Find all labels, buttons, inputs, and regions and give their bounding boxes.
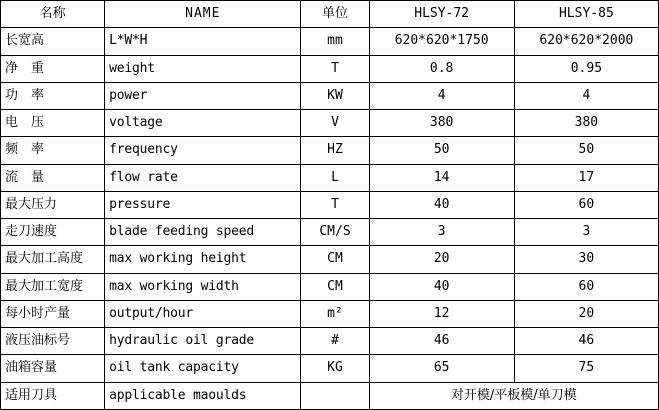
row-value-model-1: 4 (369, 82, 514, 109)
row-value-model-2: 620*620*2000 (514, 28, 658, 55)
row-value-model-1: 40 (369, 191, 514, 218)
row-unit: KG (301, 355, 369, 382)
table-row (1, 191, 659, 218)
row-value-model-1: 3 (369, 219, 514, 246)
row-name-en: pressure (105, 191, 301, 218)
row-name-cn: 每小时产量 (1, 300, 105, 327)
row-name-cn: 功 率 (1, 82, 105, 109)
row-name-cn: 流 量 (1, 164, 105, 191)
row-value-model-2: 3 (514, 219, 658, 246)
row-value-model-2: 30 (514, 246, 658, 273)
row-unit: # (301, 328, 369, 355)
row-name-cn: 电 压 (1, 110, 105, 137)
row-unit: HZ (301, 137, 369, 164)
row-name-cn: 净 重 (1, 55, 105, 82)
row-value-model-1: 14 (369, 164, 514, 191)
row-name-cn: 液压油标号 (1, 328, 105, 355)
row-name-en: max working width (105, 273, 301, 300)
row-unit: T (301, 55, 369, 82)
row-name-en: L*W*H (105, 28, 301, 55)
table-header-row (1, 1, 659, 28)
header-name-en: NAME (105, 1, 301, 28)
row-name-en: hydraulic oil grade (105, 328, 301, 355)
row-name-cn: 频 率 (1, 137, 105, 164)
row-unit: mm (301, 28, 369, 55)
row-name-en: frequency (105, 137, 301, 164)
table-row (1, 28, 659, 55)
row-name-en: voltage (105, 110, 301, 137)
row-value-model-1: 20 (369, 246, 514, 273)
row-value-model-2: 4 (514, 82, 658, 109)
table-row (1, 300, 659, 327)
header-unit: 单位 (301, 1, 369, 28)
row-name-en: blade feeding speed (105, 219, 301, 246)
row-value-model-1: 40 (369, 273, 514, 300)
row-value-model-2: 60 (514, 191, 658, 218)
row-value-model-1: 380 (369, 110, 514, 137)
table-row (1, 355, 659, 382)
row-name-cn: 最大压力 (1, 191, 105, 218)
row-value-model-2: 60 (514, 273, 658, 300)
row-name-en: weight (105, 55, 301, 82)
row-value-model-1: 46 (369, 328, 514, 355)
table-row (1, 328, 659, 355)
row-name-en: flow rate (105, 164, 301, 191)
row-value-model-1: 0.8 (369, 55, 514, 82)
table-row (1, 219, 659, 246)
row-name-cn: 长宽高 (1, 28, 105, 55)
row-unit (301, 382, 369, 409)
row-value-model-2: 50 (514, 137, 658, 164)
table-row (1, 110, 659, 137)
row-value-spanned: 对开模/平板模/单刀模 (369, 382, 658, 409)
row-unit: KW (301, 82, 369, 109)
row-value-model-2: 20 (514, 300, 658, 327)
row-unit: CM (301, 246, 369, 273)
row-name-en: output/hour (105, 300, 301, 327)
table-row (1, 164, 659, 191)
header-model-2: HLSY-85 (514, 1, 658, 28)
table-row (1, 55, 659, 82)
table-row (1, 82, 659, 109)
header-name-cn: 名称 (1, 1, 105, 28)
row-name-en: power (105, 82, 301, 109)
row-name-en: applicable maoulds (105, 382, 301, 409)
row-name-en: oil tank capacity (105, 355, 301, 382)
row-name-cn: 适用刀具 (1, 382, 105, 409)
row-unit: CM (301, 273, 369, 300)
row-value-model-1: 620*620*1750 (369, 28, 514, 55)
row-unit: V (301, 110, 369, 137)
row-name-cn: 走刀速度 (1, 219, 105, 246)
table-row (1, 246, 659, 273)
row-value-model-2: 380 (514, 110, 658, 137)
row-value-model-1: 65 (369, 355, 514, 382)
row-unit: L (301, 164, 369, 191)
table-row-last (1, 382, 659, 409)
row-name-cn: 最大加工宽度 (1, 273, 105, 300)
row-unit: m² (301, 300, 369, 327)
row-value-model-2: 75 (514, 355, 658, 382)
header-model-1: HLSY-72 (369, 1, 514, 28)
row-name-en: max working height (105, 246, 301, 273)
row-value-model-2: 46 (514, 328, 658, 355)
table-row (1, 273, 659, 300)
table-row (1, 137, 659, 164)
row-unit: T (301, 191, 369, 218)
row-unit: CM/S (301, 219, 369, 246)
row-value-model-1: 12 (369, 300, 514, 327)
row-name-cn: 最大加工高度 (1, 246, 105, 273)
row-value-model-2: 17 (514, 164, 658, 191)
row-value-model-1: 50 (369, 137, 514, 164)
row-name-cn: 油箱容量 (1, 355, 105, 382)
row-value-model-2: 0.95 (514, 55, 658, 82)
